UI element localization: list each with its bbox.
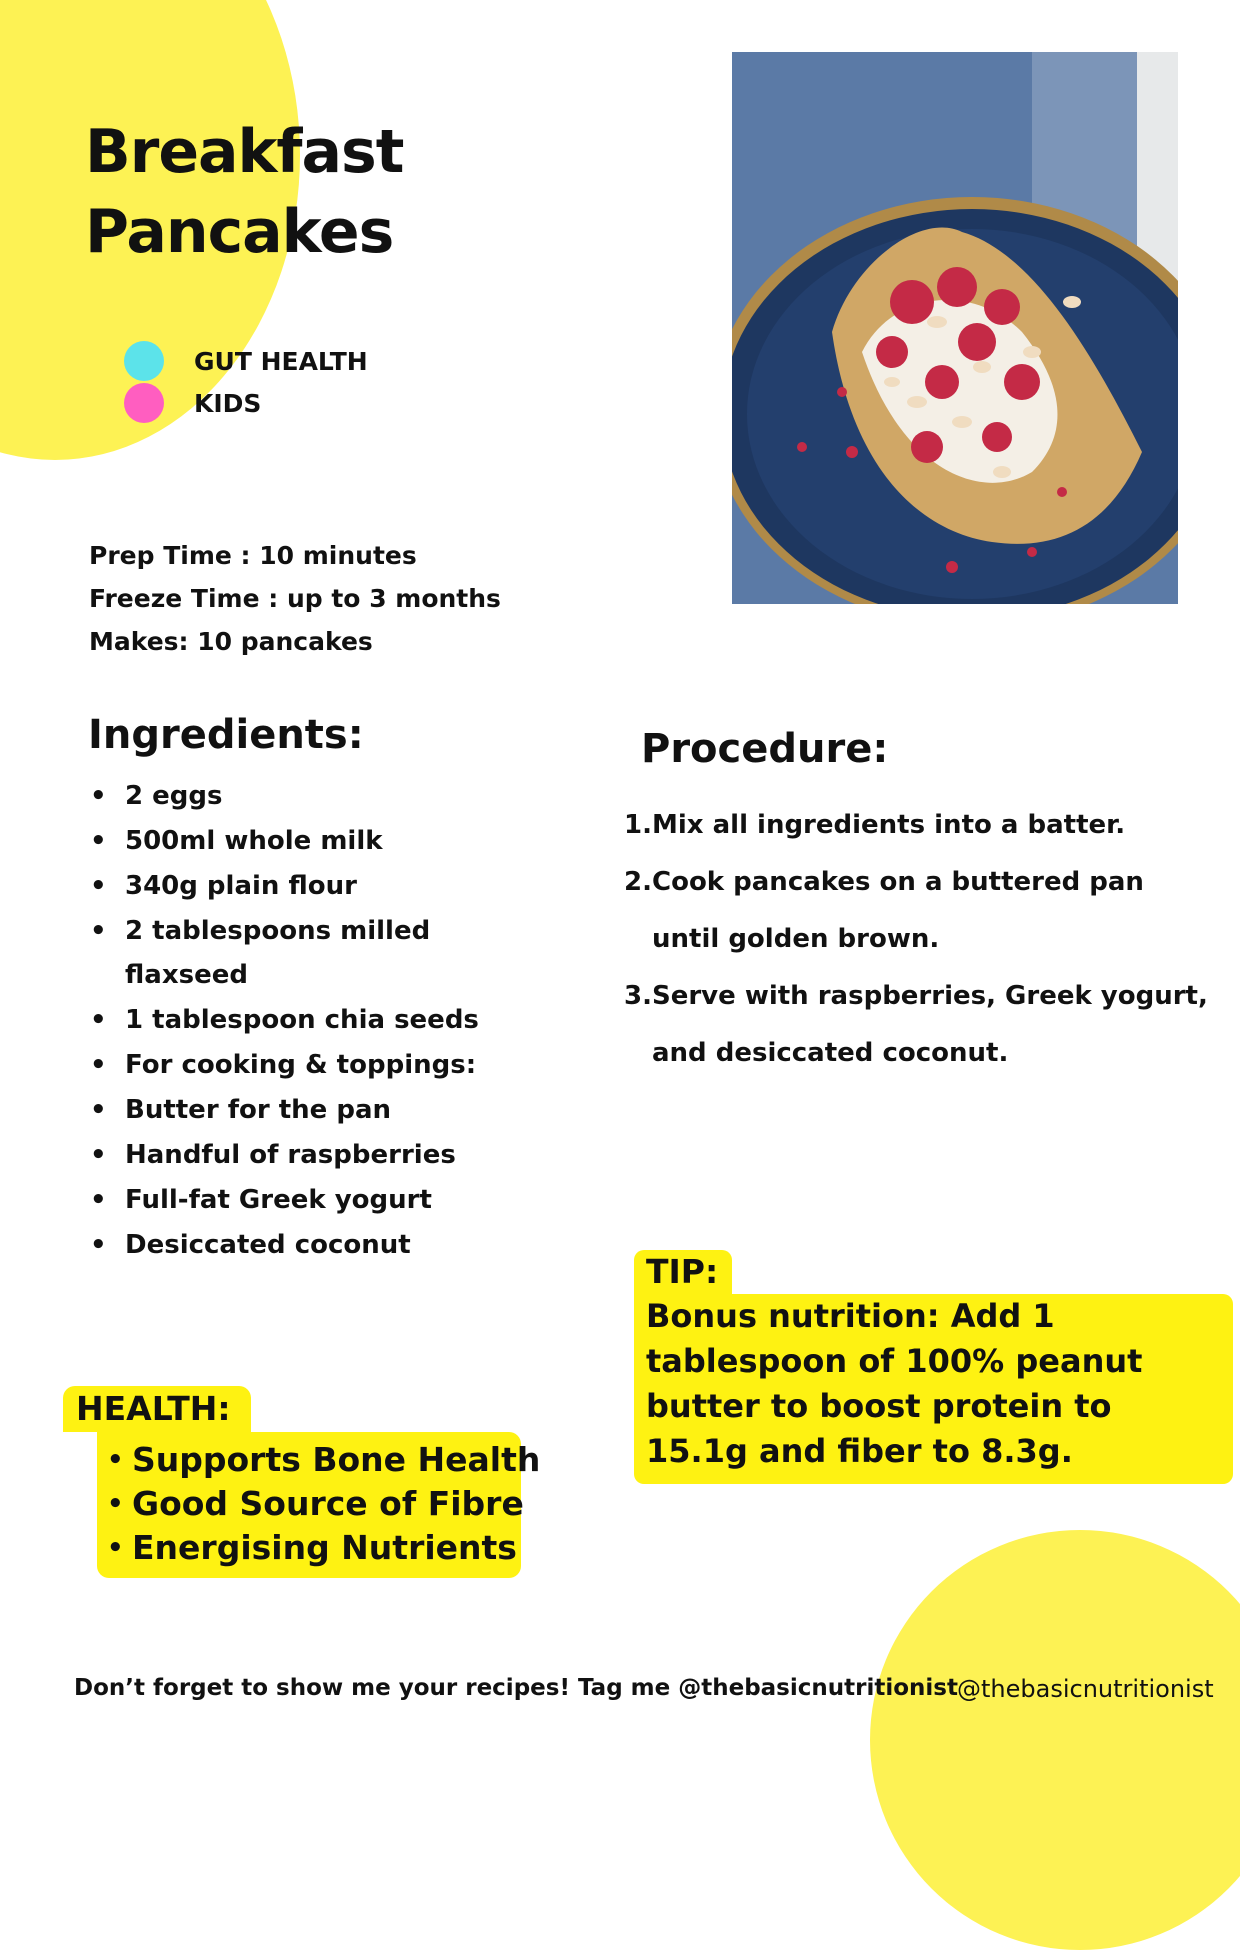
ingredient-item: • 2 tablespoons milled flaxseed <box>88 909 528 997</box>
step-number: 3. <box>624 981 652 1011</box>
tag-label: KIDS <box>194 388 262 418</box>
recipe-title <box>85 112 403 272</box>
footer-text: Don’t forget to show me your recipes! Tag me @thebasicnutritionist <box>74 1675 958 1701</box>
procedure-heading: Procedure: <box>641 726 889 772</box>
ingredient-item: • Desiccated coconut <box>88 1223 528 1267</box>
tag-dot-icon <box>124 383 164 423</box>
procedure-list <box>624 797 1214 1082</box>
ingredient-item: • For cooking & toppings: <box>88 1043 528 1087</box>
ingredients-list <box>88 774 528 1268</box>
health-box <box>63 1386 541 1578</box>
ingredients-heading: Ingredients: <box>88 712 364 758</box>
decorative-circle-bottom-right <box>870 1530 1240 1950</box>
footer-handle: @thebasicnutritionist <box>957 1675 1214 1703</box>
ingredient-item: • 500ml whole milk <box>88 819 528 863</box>
step-number: 2. <box>624 867 652 897</box>
recipe-title-line-1: Breakfast <box>85 117 404 187</box>
tip-box <box>634 1250 1240 1484</box>
ingredient-item: • 2 eggs <box>88 774 528 818</box>
procedure-step <box>624 797 1214 854</box>
pancake-photo-illustration <box>732 52 1178 604</box>
health-item: • Energising Nutrients <box>107 1526 507 1570</box>
recipe-title-line-2: Pancakes <box>85 197 394 267</box>
ingredient-item: • 340g plain flour <box>88 864 528 908</box>
procedure-step <box>624 854 1214 968</box>
prep-time: Prep Time : 10 minutes <box>89 541 417 570</box>
step-text: Serve with raspberries, Greek yogurt, and desiccated coconut. <box>652 981 1208 1068</box>
recipe-tags <box>124 340 368 424</box>
freeze-time: Freeze Time : up to 3 months <box>89 584 501 613</box>
tip-title: TIP: <box>634 1250 732 1294</box>
servings: Makes: 10 pancakes <box>89 627 373 656</box>
ingredient-item: • 1 tablespoon chia seeds <box>88 998 528 1042</box>
health-title: HEALTH: <box>63 1386 251 1432</box>
health-item: • Good Source of Fibre <box>107 1482 507 1526</box>
procedure-step <box>624 968 1214 1082</box>
pancake-photo <box>732 52 1178 604</box>
tag-kids <box>124 382 368 424</box>
recipe-meta <box>89 534 501 663</box>
health-item: • Supports Bone Health <box>107 1438 507 1482</box>
ingredient-item: • Butter for the pan <box>88 1088 528 1132</box>
ingredient-item: • Handful of raspberries <box>88 1133 528 1177</box>
tip-body: Bonus nutrition: Add 1 tablespoon of 100% peanut butter to boost protein to 15.1g and fiber to 8.3g. <box>634 1294 1233 1484</box>
tag-dot-icon <box>124 341 164 381</box>
step-text: Cook pancakes on a buttered pan until golden brown. <box>652 867 1144 954</box>
tag-label: GUT HEALTH <box>194 346 368 376</box>
step-text: Mix all ingredients into a batter. <box>652 810 1126 840</box>
tag-gut-health <box>124 340 368 382</box>
health-list <box>97 1432 541 1578</box>
step-number: 1. <box>624 810 652 840</box>
ingredient-item: • Full-fat Greek yogurt <box>88 1178 528 1222</box>
